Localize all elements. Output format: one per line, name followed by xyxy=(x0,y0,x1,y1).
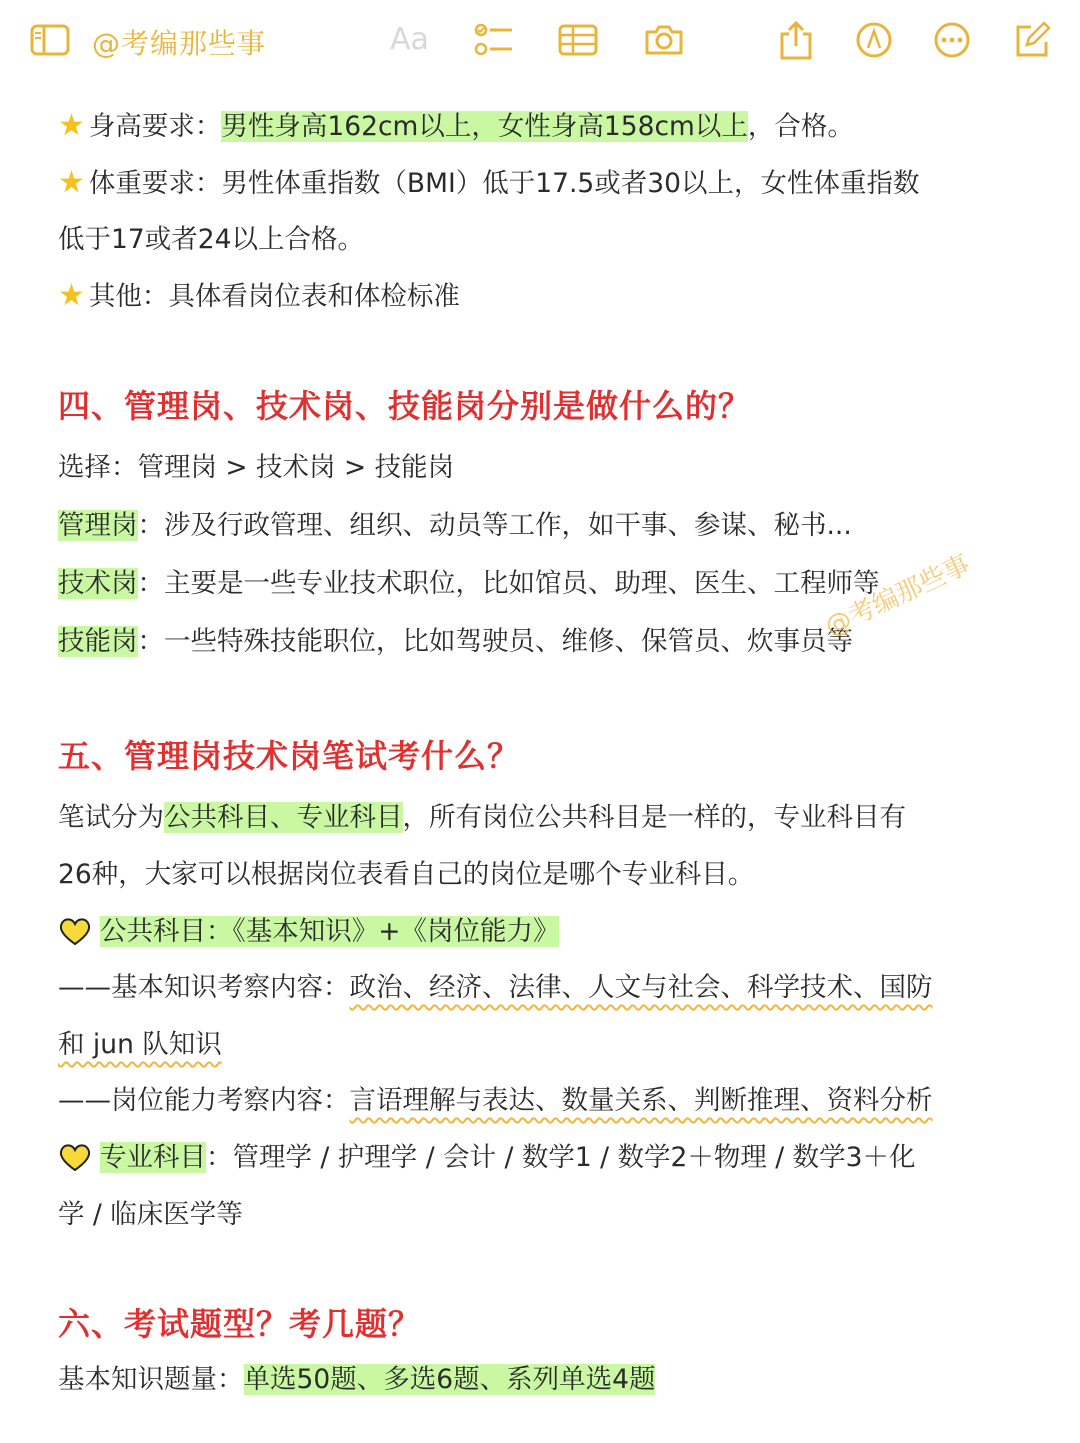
other-requirement: ★ 其他：具体看岗位表和体检标准 xyxy=(58,278,460,313)
mgmt-row: 管理岗：涉及行政管理、组织、动员等工作，如干事、参谋、秘书... xyxy=(58,510,852,541)
choice-order: 选择：管理岗 > 技术岗 > 技能岗 xyxy=(58,452,455,483)
share-icon[interactable] xyxy=(776,18,816,62)
basic-knowledge-cont: 和 jun 队知识 xyxy=(58,1029,222,1060)
watermark: @考编那些事 xyxy=(820,549,975,643)
public-subjects: 公共科目：《基本知识》+《岗位能力》 xyxy=(58,914,559,950)
major-label: 专业科目 xyxy=(100,1142,206,1173)
exam-intro-cont: 26种，大家可以根据岗位表看自己的岗位是哪个专业科目。 xyxy=(58,859,755,890)
toolbar xyxy=(0,0,1080,80)
weight-requirement: ★ 体重要求：男性体重指数（BMI）低于17.5或者30以上，女性体重指数 xyxy=(58,165,920,200)
checklist-icon[interactable] xyxy=(472,18,516,62)
account-name: @考编那些事 xyxy=(92,27,267,60)
section6-heading: 六、考试题型？考几题？ xyxy=(58,1305,422,1343)
exam-subjects: 公共科目、专业科目 xyxy=(164,802,403,833)
section4-heading: 四、管理岗、技术岗、技能岗分别是做什么的？ xyxy=(58,387,752,425)
height-value: 男性身高162cm以上，女性身高158cm以上 xyxy=(221,111,748,142)
height-requirement: ★ 身高要求：男性身高162cm以上，女性身高158cm以上，合格。 xyxy=(58,108,854,143)
basic-knowledge-row: ——基本知识考察内容：政治、经济、法律、人文与社会、科学技术、国防 xyxy=(58,972,933,1003)
basic-knowledge-content: 政治、经济、法律、人文与社会、科学技术、国防 xyxy=(349,972,933,1003)
question-count: 基本知识题量：单选50题、多选6题、系列单选4题 xyxy=(58,1364,656,1395)
major-subjects-cont: 学 / 临床医学等 xyxy=(58,1199,243,1230)
more-icon[interactable] xyxy=(930,18,974,62)
table-icon[interactable] xyxy=(556,18,600,62)
star-icon: ★ xyxy=(58,165,85,200)
major-subjects: 专业科目：管理学 / 护理学 / 会计 / 数学1 / 数学2＋物理 / 数学3＋化 xyxy=(58,1140,915,1176)
tech-label: 技术岗 xyxy=(58,568,138,599)
ability-row: ——岗位能力考察内容：言语理解与表达、数量关系、判断推理、资料分析 xyxy=(58,1085,933,1116)
tech-row: 技术岗：主要是一些专业技术职位，比如馆员、助理、医生、工程师等 xyxy=(58,568,880,599)
star-icon: ★ xyxy=(58,108,85,143)
yellow-heart-icon xyxy=(58,1142,92,1182)
skill-label: 技能岗 xyxy=(58,626,138,657)
exam-intro: 笔试分为公共科目、专业科目，所有岗位公共科目是一样的，专业科目有 xyxy=(58,802,906,833)
compose-icon[interactable] xyxy=(1010,18,1054,62)
star-icon: ★ xyxy=(58,278,85,313)
ability-content: 言语理解与表达、数量关系、判断推理、资料分析 xyxy=(349,1085,933,1116)
weight-requirement-cont: 低于17或者24以上合格。 xyxy=(58,224,364,255)
markup-icon[interactable] xyxy=(852,18,896,62)
mgmt-label: 管理岗 xyxy=(58,510,138,541)
camera-icon[interactable] xyxy=(642,18,686,62)
section5-heading: 五、管理岗技术岗笔试考什么？ xyxy=(58,737,521,775)
sidebar-icon[interactable] xyxy=(28,18,72,62)
format-button[interactable]: Aa xyxy=(390,22,429,57)
yellow-heart-icon xyxy=(58,916,92,956)
question-count-value: 单选50题、多选6题、系列单选4题 xyxy=(243,1364,656,1395)
skill-row: 技能岗：一些特殊技能职位，比如驾驶员、维修、保管员、炊事员等 xyxy=(58,626,853,657)
